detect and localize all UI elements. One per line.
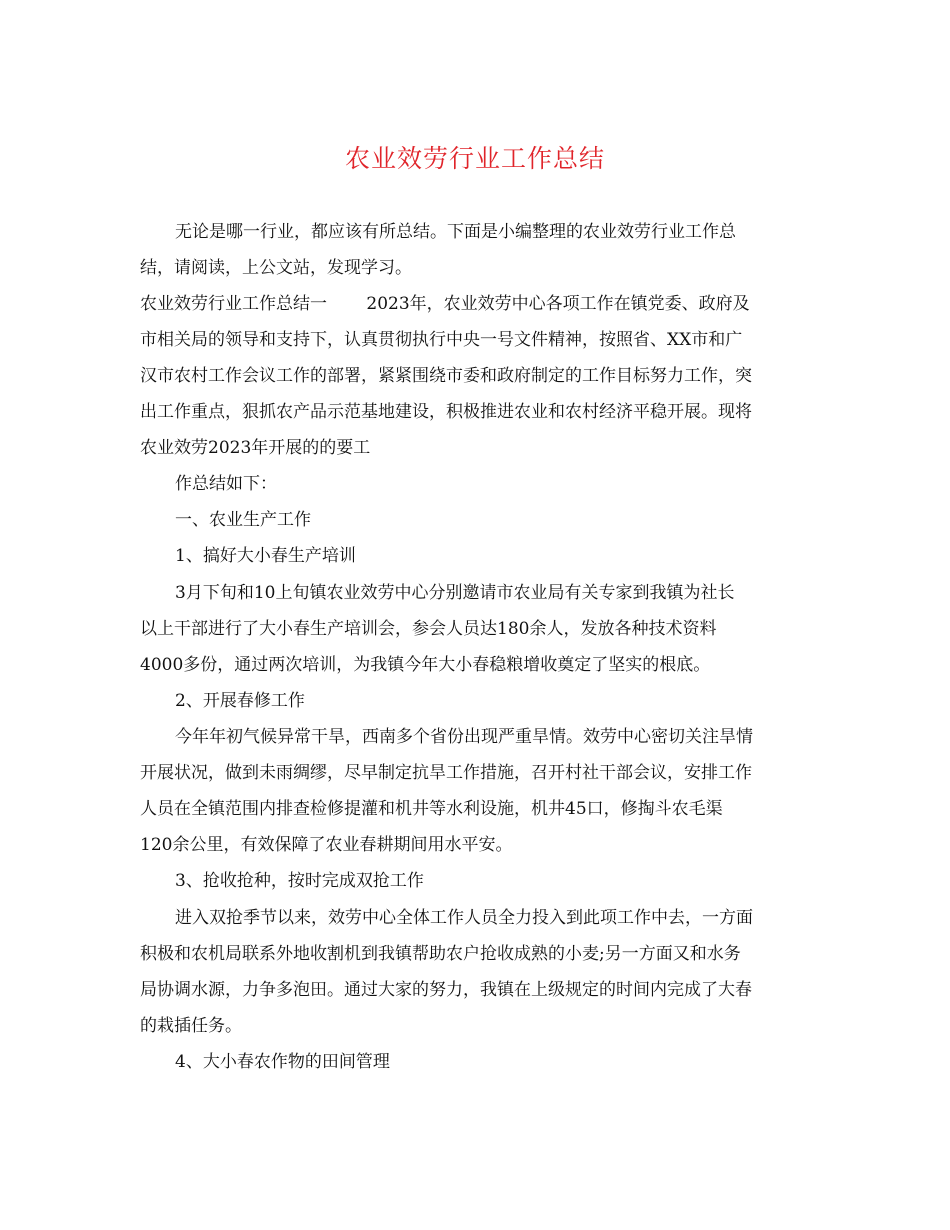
paragraph-line: 以上干部进行了大小春生产培训会，参会人员达180余人，发放各种技术资料 — [140, 619, 717, 639]
paragraph-line: 人员在全镇范围内排查检修提灌和机井等水利设施，机井45口，修掏斗农毛渠 — [140, 799, 723, 819]
paragraph-line: 市相关局的领导和支持下，认真贯彻执行中央一号文件精神，按照省、XX市和广 — [140, 330, 743, 350]
paragraph-line: 出工作重点，狠抓农产品示范基地建设，积极推进农业和农村经济平稳开展。现将 — [140, 402, 752, 422]
paragraph-line: 的栽插任务。 — [140, 1016, 242, 1036]
paragraph-line: 结，请阅读，上公文站，发现学习。 — [140, 258, 412, 278]
document-title: 农业效劳行业工作总结 — [344, 144, 605, 173]
paragraph-line: 开展状况，做到未雨绸缪，尽早制定抗旱工作措施，召开村社干部会议，安排工作 — [140, 763, 752, 783]
paragraph-line: 无论是哪一行业，都应该有所总结。下面是小编整理的农业效劳行业工作总 — [175, 222, 736, 242]
subsection-heading: 1、搞好大小春生产培训 — [175, 546, 356, 566]
paragraph-line: 120余公里，有效保障了农业春耕期间用水平安。 — [140, 835, 513, 855]
subsection-heading: 2、开展春修工作 — [175, 691, 305, 711]
paragraph-line: 积极和农机局联系外地收割机到我镇帮助农户抢收成熟的小麦;另一方面又和水务 — [140, 944, 741, 964]
paragraph-line: 今年年初气候异常干旱，西南多个省份出现严重旱情。效劳中心密切关注旱情 — [175, 727, 753, 747]
subsection-heading: 3、抢收抢种，按时完成双抢工作 — [175, 871, 424, 891]
paragraph-line: 进入双抢季节以来，效劳中心全体工作人员全力投入到此项工作中去，一方面 — [175, 908, 753, 928]
paragraph-line: 局协调水源，力争多泡田。通过大家的努力，我镇在上级规定的时间内完成了大春 — [140, 980, 752, 1000]
paragraph-line: 农业效劳2023年开展的的要工 — [140, 438, 371, 458]
paragraph-line: 4000多份，通过两次培训，为我镇今年大小春稳粮增收奠定了坚实的根底。 — [140, 655, 711, 675]
paragraph-line: 汉市农村工作会议工作的部署，紧紧围绕市委和政府制定的工作目标努力工作，突 — [140, 366, 752, 386]
paragraph-line: 3月下旬和10上旬镇农业效劳中心分别邀请市农业局有关专家到我镇为社长 — [175, 583, 735, 603]
paragraph-line: 农业效劳行业工作总结一 2023年，农业效劳中心各项工作在镇党委、政府及 — [140, 294, 750, 314]
section-heading: 一、农业生产工作 — [175, 510, 311, 530]
subsection-heading: 4、大小春农作物的田间管理 — [175, 1052, 390, 1072]
paragraph-line: 作总结如下： — [175, 474, 277, 494]
